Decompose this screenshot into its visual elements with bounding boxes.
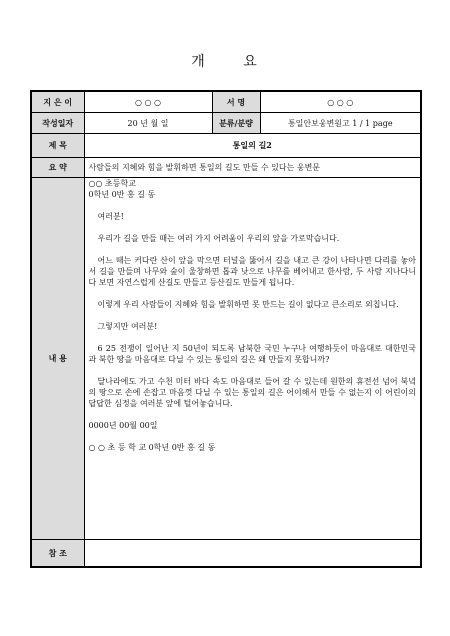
category-label: 분류/분량 [212,113,260,134]
summary-form-table [30,90,422,568]
summary-row [31,158,421,178]
subject-row [31,134,421,158]
document-title: 개 요 [191,54,259,70]
content-row [31,178,421,540]
speech-signature: ○ ○ 초 등 학 교 0학년 0반 홍 길 동 [88,443,216,452]
reference-value [84,540,421,568]
speech-paragraph: 어느 때는 커다란 산이 앞을 막으면 터널을 뚫어서 길을 내고 큰 강이 나타나면 다리를 놓아서 길을 만들며 나무와 숲이 울창하면 톱과 낫으로 나무를 베어내고 한사람, 두 사람 지나다니다 보면 자연스럽게 산길도 만들고 등산길도 만들게 됩니다. [88,256,416,287]
speech-paragraph: 그렇지만 여러분! [97,322,158,331]
speech-paragraph: 여러분! [97,212,124,221]
speaker-label: 서 명 [212,91,260,113]
date-value: 20 년 월 일 [84,113,212,134]
school-line: ○○ 초등학교 [88,179,136,188]
speech-paragraph: 이렇게 우리 사람들이 지혜와 힘을 발휘하면 못 만드는 길이 없다고 큰소리로 외칩니다. [97,300,399,309]
summary-label: 요 약 [31,158,84,178]
speech-paragraph: 6 25 전쟁이 일어난 지 50년이 되도록 남북한 국민 누구나 여행하듯이 마음대로 대한민국과 북한 땅을 마음대로 다닐 수 있는 통일의 길은 왜 만들지 못합니까? [88,344,416,364]
reference-row [31,540,421,568]
speech-date: 0000년 00월 00일 [88,421,158,430]
speech-paragraph: 우리가 길을 만들 때는 여러 가지 어려움이 우리의 앞을 가로막습니다. [97,234,340,243]
subject-label: 제 목 [31,134,84,158]
reference-label: 참 조 [31,540,84,568]
content-label: 내 용 [31,178,84,540]
speaker-value: ○ ○ ○ [260,91,421,113]
category-value: 통일안보웅변원고 1 / 1 page [260,113,421,134]
author-value: ○ ○ ○ [84,91,212,113]
subject-value: 통일의 길2 [84,134,421,158]
date-label: 작성일자 [31,113,84,134]
date-row [31,113,421,134]
author-row [31,91,421,113]
summary-value: 사람들의 지혜와 힘을 발휘하면 통일의 길도 만들 수 있다는 웅변문 [84,158,421,178]
speech-content [84,178,421,540]
student-line: 0학년 0반 홍 길 동 [88,190,156,199]
author-label: 지 은 이 [31,91,84,113]
speech-paragraph: 달나라에도 가고 수천 미터 바다 속도 마음대로 들어 갈 수 있는데 원한의 휴전선 넘어 북녘의 땅으로 손에 손잡고 마음껏 다닐 수 있는 통일의 길은 어이해서 만들 수 없는지 이 어린이의 답답한 심정을 여러분 앞에 털어놓습니다. [88,377,416,408]
